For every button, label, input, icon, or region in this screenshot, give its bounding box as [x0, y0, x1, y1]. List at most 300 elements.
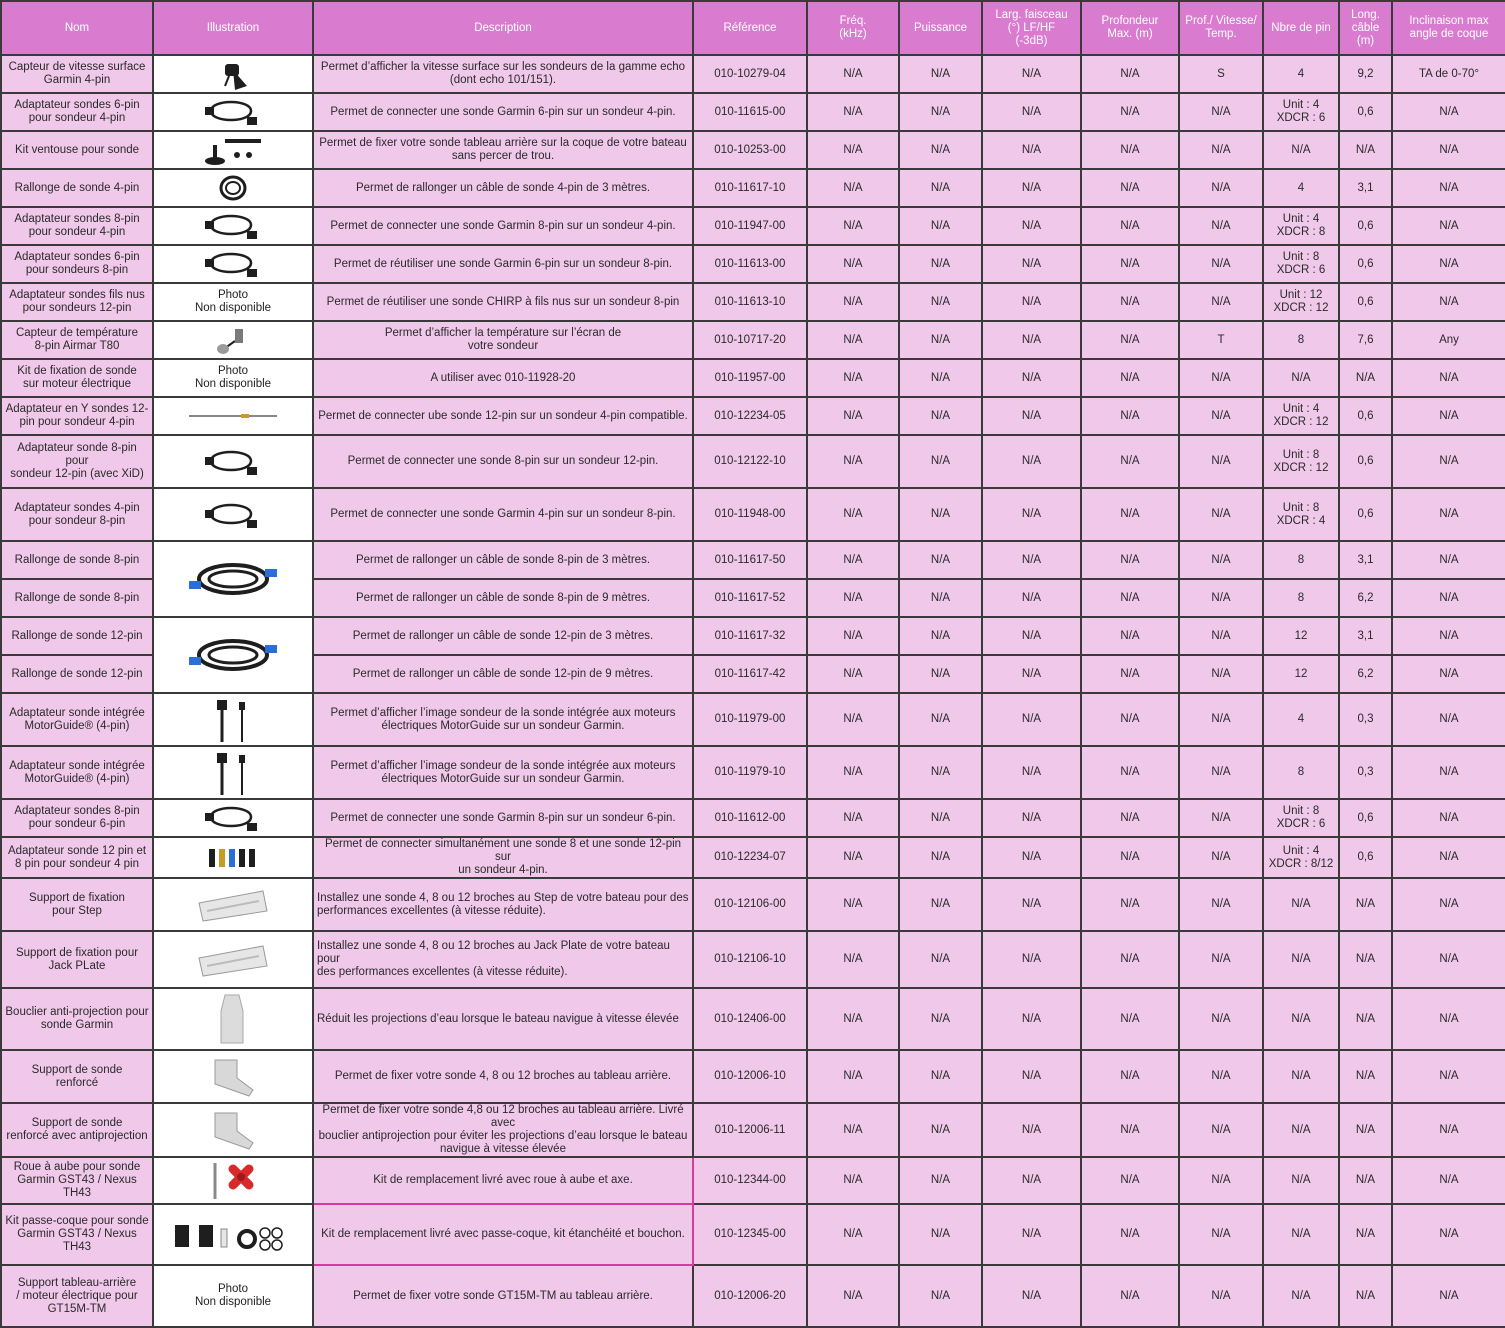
col-header-freq: Fréq. (kHz)	[807, 1, 899, 55]
cell-pvt: N/A	[1179, 435, 1263, 488]
cell-inclinaison: N/A	[1392, 131, 1505, 169]
cell-inclinaison: N/A	[1392, 359, 1505, 397]
cell-nom: Kit de fixation de sonde sur moteur électrique	[1, 359, 153, 397]
cell-pins: N/A	[1263, 878, 1339, 931]
cell-reference: 010-12106-10	[693, 931, 807, 988]
cell-puissance: N/A	[899, 55, 982, 93]
cell-profondeur: N/A	[1081, 245, 1179, 283]
cell-cable: 9,2	[1339, 55, 1392, 93]
cell-illustration	[153, 1103, 313, 1157]
cell-cable: N/A	[1339, 988, 1392, 1050]
cell-faisceau: N/A	[982, 207, 1081, 245]
cable-loop-icon	[157, 498, 309, 532]
cell-faisceau: N/A	[982, 746, 1081, 799]
cell-freq: N/A	[807, 988, 899, 1050]
cell-description: Permet de rallonger un câble de sonde 8-pin de 3 mètres.	[313, 541, 693, 579]
cell-cable: N/A	[1339, 1204, 1392, 1265]
cell-pvt: S	[1179, 55, 1263, 93]
cell-puissance: N/A	[899, 617, 982, 655]
cell-faisceau: N/A	[982, 1265, 1081, 1327]
cell-description: Permet de rallonger un câble de sonde 12-pin de 3 mètres.	[313, 617, 693, 655]
cell-profondeur: N/A	[1081, 693, 1179, 746]
cell-description: Permet de rallonger un câble de sonde 12-pin de 9 mètres.	[313, 655, 693, 693]
table-row	[1, 617, 1505, 655]
cell-description: Kit de remplacement livré avec passe-coque, kit étanchéité et bouchon.	[313, 1204, 693, 1265]
cell-faisceau: N/A	[982, 693, 1081, 746]
cable-loop-icon	[157, 445, 309, 479]
cell-description: Permet de rallonger un câble de sonde 8-pin de 9 mètres.	[313, 579, 693, 617]
cell-freq: N/A	[807, 207, 899, 245]
cell-profondeur: N/A	[1081, 131, 1179, 169]
cell-cable: 3,1	[1339, 617, 1392, 655]
cell-pvt: N/A	[1179, 245, 1263, 283]
cell-profondeur: N/A	[1081, 799, 1179, 837]
cell-cable: 6,2	[1339, 579, 1392, 617]
cell-description: Permet d’afficher l’image sondeur de la sonde intégrée aux moteurs électriques MotorGuide sur un sondeur Garmin.	[313, 693, 693, 746]
table-row	[1, 1050, 1505, 1103]
cell-inclinaison: N/A	[1392, 397, 1505, 435]
cell-illustration: Photo Non disponible	[153, 359, 313, 397]
cell-pvt: N/A	[1179, 93, 1263, 131]
cell-illustration	[153, 207, 313, 245]
col-header-nom: Nom	[1, 1, 153, 55]
cell-nom: Adaptateur sonde 8-pin pour sondeur 12-pin (avec XiD)	[1, 435, 153, 488]
cell-puissance: N/A	[899, 1157, 982, 1204]
cell-cable: 3,1	[1339, 541, 1392, 579]
cell-freq: N/A	[807, 746, 899, 799]
cell-description: Kit de remplacement livré avec roue à aube et axe.	[313, 1157, 693, 1204]
cell-profondeur: N/A	[1081, 397, 1179, 435]
cell-illustration	[153, 488, 313, 541]
cell-profondeur: N/A	[1081, 435, 1179, 488]
cell-pvt: N/A	[1179, 1204, 1263, 1265]
cell-pvt: N/A	[1179, 988, 1263, 1050]
cell-pvt: N/A	[1179, 131, 1263, 169]
cable-loop-icon	[157, 95, 309, 129]
cell-nom: Adaptateur sondes 8-pin pour sondeur 6-pin	[1, 799, 153, 837]
cell-description: Installez une sonde 4, 8 ou 12 broches au Jack Plate de votre bateau pour des performances excellentes (à vitesse réduite).	[313, 931, 693, 988]
cell-faisceau: N/A	[982, 1103, 1081, 1157]
cell-reference: 010-12006-11	[693, 1103, 807, 1157]
cell-pvt: N/A	[1179, 207, 1263, 245]
table-row	[1, 931, 1505, 988]
cell-pins: Unit : 8 XDCR : 12	[1263, 435, 1339, 488]
cable-loop-icon	[157, 247, 309, 281]
cell-pins: N/A	[1263, 1204, 1339, 1265]
cell-cable: 0,6	[1339, 837, 1392, 878]
cell-reference: 010-11613-00	[693, 245, 807, 283]
cell-cable: N/A	[1339, 878, 1392, 931]
cell-puissance: N/A	[899, 579, 982, 617]
cell-pins: Unit : 8 XDCR : 4	[1263, 488, 1339, 541]
cell-freq: N/A	[807, 245, 899, 283]
cell-reference: 010-11617-50	[693, 541, 807, 579]
cell-cable: 6,2	[1339, 655, 1392, 693]
cell-nom: Support tableau-arrière / moteur électrique pour GT15M-TM	[1, 1265, 153, 1327]
cable-coil-icon	[157, 171, 309, 205]
cell-puissance: N/A	[899, 207, 982, 245]
cell-reference: 010-12344-00	[693, 1157, 807, 1204]
cell-puissance: N/A	[899, 93, 982, 131]
cell-inclinaison: N/A	[1392, 245, 1505, 283]
cell-inclinaison: Any	[1392, 321, 1505, 359]
col-header-pins: Nbre de pin	[1263, 1, 1339, 55]
cell-pins: N/A	[1263, 1265, 1339, 1327]
table-row	[1, 207, 1505, 245]
col-header-puissance: Puissance	[899, 1, 982, 55]
cell-inclinaison: N/A	[1392, 693, 1505, 746]
cell-inclinaison: N/A	[1392, 746, 1505, 799]
table-row	[1, 245, 1505, 283]
cell-nom: Support de sonde renforcé	[1, 1050, 153, 1103]
cell-inclinaison: N/A	[1392, 435, 1505, 488]
cell-reference: 010-11948-00	[693, 488, 807, 541]
cell-nom: Adaptateur sondes 6-pin pour sondeurs 8-pin	[1, 245, 153, 283]
cell-inclinaison: N/A	[1392, 488, 1505, 541]
cell-description: Installez une sonde 4, 8 ou 12 broches au Step de votre bateau pour des performances excellentes (à vitesse réduite).	[313, 878, 693, 931]
cell-freq: N/A	[807, 55, 899, 93]
cell-pvt: N/A	[1179, 931, 1263, 988]
table-row	[1, 799, 1505, 837]
thru-hull-kit-icon	[157, 1215, 309, 1255]
cell-freq: N/A	[807, 1103, 899, 1157]
cell-faisceau: N/A	[982, 131, 1081, 169]
cell-pvt: T	[1179, 321, 1263, 359]
cell-profondeur: N/A	[1081, 878, 1179, 931]
cell-inclinaison: N/A	[1392, 541, 1505, 579]
cell-faisceau: N/A	[982, 169, 1081, 207]
cell-profondeur: N/A	[1081, 837, 1179, 878]
cell-profondeur: N/A	[1081, 488, 1179, 541]
cell-puissance: N/A	[899, 321, 982, 359]
extension-cable-icon	[157, 627, 309, 683]
cell-freq: N/A	[807, 397, 899, 435]
cell-description: Réduit les projections d’eau lorsque le bateau navigue à vitesse élevée	[313, 988, 693, 1050]
cell-puissance: N/A	[899, 359, 982, 397]
cell-pins: 8	[1263, 746, 1339, 799]
cell-profondeur: N/A	[1081, 283, 1179, 321]
cell-pins: 12	[1263, 617, 1339, 655]
cell-puissance: N/A	[899, 1204, 982, 1265]
cell-cable: 0,6	[1339, 283, 1392, 321]
cell-puissance: N/A	[899, 169, 982, 207]
cell-profondeur: N/A	[1081, 93, 1179, 131]
cell-reference: 010-12406-00	[693, 988, 807, 1050]
cell-profondeur: N/A	[1081, 1265, 1179, 1327]
cell-faisceau: N/A	[982, 655, 1081, 693]
cell-illustration	[153, 321, 313, 359]
cell-puissance: N/A	[899, 1265, 982, 1327]
cell-cable: N/A	[1339, 1265, 1392, 1327]
cell-reference: 010-11617-32	[693, 617, 807, 655]
cell-profondeur: N/A	[1081, 1157, 1179, 1204]
cell-profondeur: N/A	[1081, 988, 1179, 1050]
cell-inclinaison: N/A	[1392, 1050, 1505, 1103]
cell-faisceau: N/A	[982, 1204, 1081, 1265]
cell-illustration	[153, 1050, 313, 1103]
col-header-profondeur: Profondeur Max. (m)	[1081, 1, 1179, 55]
cell-reference: 010-11612-00	[693, 799, 807, 837]
cell-cable: 0,3	[1339, 746, 1392, 799]
bracket-icon	[157, 1054, 309, 1100]
cell-cable: 0,6	[1339, 207, 1392, 245]
cell-inclinaison: N/A	[1392, 1157, 1505, 1204]
cell-pvt: N/A	[1179, 1265, 1263, 1327]
cell-pvt: N/A	[1179, 359, 1263, 397]
cell-faisceau: N/A	[982, 617, 1081, 655]
cell-profondeur: N/A	[1081, 55, 1179, 93]
cell-nom: Support de fixation pour Step	[1, 878, 153, 931]
cell-pvt: N/A	[1179, 541, 1263, 579]
cell-nom: Kit ventouse pour sonde	[1, 131, 153, 169]
cell-pins: Unit : 8 XDCR : 6	[1263, 799, 1339, 837]
cell-puissance: N/A	[899, 799, 982, 837]
cell-faisceau: N/A	[982, 283, 1081, 321]
cell-cable: N/A	[1339, 1157, 1392, 1204]
cell-description: Permet d’afficher la vitesse surface sur les sondeurs de la gamme echo (dont echo 101/151).	[313, 55, 693, 93]
cell-freq: N/A	[807, 579, 899, 617]
col-header-description: Description	[313, 1, 693, 55]
bracket-icon	[157, 1107, 309, 1153]
cell-reference: 010-10717-20	[693, 321, 807, 359]
table-row	[1, 397, 1505, 435]
cell-puissance: N/A	[899, 541, 982, 579]
cell-profondeur: N/A	[1081, 1050, 1179, 1103]
cell-freq: N/A	[807, 131, 899, 169]
cell-reference: 010-11617-42	[693, 655, 807, 693]
cell-description: Permet de fixer votre sonde tableau arrière sur la coque de votre bateau sans percer de trou.	[313, 131, 693, 169]
cell-reference: 010-11979-10	[693, 746, 807, 799]
cell-illustration: Photo Non disponible	[153, 1265, 313, 1327]
plug-pair-icon	[157, 696, 309, 744]
cell-description: Permet de fixer votre sonde 4,8 ou 12 broches au tableau arrière. Livré avec bouclier antiprojection pour éviter les projections d’eau lorsque le bateau navigue à vitesse élevée	[313, 1103, 693, 1157]
cell-nom: Adaptateur sonde 12 pin et 8 pin pour sondeur 4 pin	[1, 837, 153, 878]
cell-description: Permet de connecter une sonde 8-pin sur un sondeur 12-pin.	[313, 435, 693, 488]
cell-reference: 010-10279-04	[693, 55, 807, 93]
cell-faisceau: N/A	[982, 931, 1081, 988]
cell-pins: 4	[1263, 169, 1339, 207]
cell-faisceau: N/A	[982, 321, 1081, 359]
cell-description: Permet d’afficher la température sur l’écran de votre sondeur	[313, 321, 693, 359]
cell-reference: 010-12234-07	[693, 837, 807, 878]
cell-freq: N/A	[807, 169, 899, 207]
cell-pins: N/A	[1263, 359, 1339, 397]
cell-puissance: N/A	[899, 1050, 982, 1103]
cell-cable: N/A	[1339, 1050, 1392, 1103]
cell-freq: N/A	[807, 321, 899, 359]
cell-cable: 0,6	[1339, 435, 1392, 488]
cell-puissance: N/A	[899, 988, 982, 1050]
cell-description: Permet de rallonger un câble de sonde 4-pin de 3 mètres.	[313, 169, 693, 207]
cell-faisceau: N/A	[982, 837, 1081, 878]
cell-illustration	[153, 169, 313, 207]
cell-inclinaison: N/A	[1392, 169, 1505, 207]
cell-faisceau: N/A	[982, 55, 1081, 93]
cell-puissance: N/A	[899, 283, 982, 321]
cell-puissance: N/A	[899, 1103, 982, 1157]
cell-pvt: N/A	[1179, 397, 1263, 435]
cell-pins: 4	[1263, 55, 1339, 93]
cell-description: Permet de connecter une sonde Garmin 8-pin sur un sondeur 6-pin.	[313, 799, 693, 837]
cell-inclinaison: N/A	[1392, 799, 1505, 837]
cell-reference: 010-11947-00	[693, 207, 807, 245]
table-row	[1, 283, 1505, 321]
paddle-wheel-icon	[157, 1159, 309, 1203]
speed-sensor-icon	[157, 56, 309, 92]
table-row	[1, 1157, 1505, 1204]
table-row	[1, 988, 1505, 1050]
cell-profondeur: N/A	[1081, 321, 1179, 359]
cell-nom: Rallonge de sonde 12-pin	[1, 655, 153, 693]
cell-pins: Unit : 4 XDCR : 6	[1263, 93, 1339, 131]
cell-description: Permet de réutiliser une sonde Garmin 6-pin sur un sondeur 8-pin.	[313, 245, 693, 283]
cell-description: Permet de fixer votre sonde 4, 8 ou 12 broches au tableau arrière.	[313, 1050, 693, 1103]
cell-nom: Adaptateur sondes 4-pin pour sondeur 8-pin	[1, 488, 153, 541]
cell-profondeur: N/A	[1081, 746, 1179, 799]
cell-freq: N/A	[807, 488, 899, 541]
cell-pvt: N/A	[1179, 488, 1263, 541]
cell-inclinaison: N/A	[1392, 1265, 1505, 1327]
temp-sensor-icon	[157, 323, 309, 357]
cell-illustration	[153, 397, 313, 435]
cell-inclinaison: N/A	[1392, 93, 1505, 131]
cell-profondeur: N/A	[1081, 207, 1179, 245]
cell-illustration	[153, 988, 313, 1050]
cell-puissance: N/A	[899, 131, 982, 169]
cell-reference: 010-10253-00	[693, 131, 807, 169]
cell-inclinaison: N/A	[1392, 988, 1505, 1050]
cell-inclinaison: N/A	[1392, 931, 1505, 988]
cell-reference: 010-12006-20	[693, 1265, 807, 1327]
cell-faisceau: N/A	[982, 1157, 1081, 1204]
cell-puissance: N/A	[899, 693, 982, 746]
cell-pins: N/A	[1263, 131, 1339, 169]
cell-pins: Unit : 8 XDCR : 6	[1263, 245, 1339, 283]
cell-freq: N/A	[807, 283, 899, 321]
cell-illustration	[153, 435, 313, 488]
extension-cable-icon	[157, 551, 309, 607]
cell-illustration	[153, 93, 313, 131]
cell-pvt: N/A	[1179, 1050, 1263, 1103]
cell-description: Permet de fixer votre sonde GT15M-TM au tableau arrière.	[313, 1265, 693, 1327]
cell-cable: 7,6	[1339, 321, 1392, 359]
table-row	[1, 131, 1505, 169]
cell-freq: N/A	[807, 541, 899, 579]
cell-profondeur: N/A	[1081, 579, 1179, 617]
cell-reference: 010-12006-10	[693, 1050, 807, 1103]
cell-freq: N/A	[807, 693, 899, 746]
cell-cable: N/A	[1339, 1103, 1392, 1157]
cell-faisceau: N/A	[982, 579, 1081, 617]
cell-faisceau: N/A	[982, 799, 1081, 837]
table-row	[1, 435, 1505, 488]
cell-puissance: N/A	[899, 245, 982, 283]
cell-profondeur: N/A	[1081, 1204, 1179, 1265]
cell-pins: 8	[1263, 541, 1339, 579]
cell-nom: Roue à aube pour sonde Garmin GST43 / Nexus TH43	[1, 1157, 153, 1204]
cell-pins: 8	[1263, 579, 1339, 617]
cell-puissance: N/A	[899, 837, 982, 878]
cell-illustration	[153, 837, 313, 878]
cell-cable: 0,3	[1339, 693, 1392, 746]
cell-freq: N/A	[807, 1157, 899, 1204]
cell-inclinaison: N/A	[1392, 655, 1505, 693]
table-row	[1, 1103, 1505, 1157]
cell-description: Permet de connecter une sonde Garmin 6-pin sur un sondeur 4-pin.	[313, 93, 693, 131]
cell-description: Permet de réutiliser une sonde CHIRP à fils nus sur un sondeur 8-pin	[313, 283, 693, 321]
cell-faisceau: N/A	[982, 878, 1081, 931]
cell-cable: 0,6	[1339, 245, 1392, 283]
cell-pins: N/A	[1263, 988, 1339, 1050]
cell-illustration	[153, 799, 313, 837]
cell-cable: 0,6	[1339, 397, 1392, 435]
cell-reference: 010-11979-00	[693, 693, 807, 746]
cell-pvt: N/A	[1179, 693, 1263, 746]
table-row	[1, 55, 1505, 93]
cell-description: Permet de connecter simultanément une sonde 8 et une sonde 12-pin sur un sondeur 4-pin.	[313, 837, 693, 878]
cell-pins: Unit : 4 XDCR : 12	[1263, 397, 1339, 435]
cell-nom: Capteur de température 8-pin Airmar T80	[1, 321, 153, 359]
cell-profondeur: N/A	[1081, 655, 1179, 693]
cell-pins: N/A	[1263, 1157, 1339, 1204]
cell-pvt: N/A	[1179, 655, 1263, 693]
cell-pins: N/A	[1263, 1103, 1339, 1157]
cell-freq: N/A	[807, 837, 899, 878]
cell-cable: 0,6	[1339, 93, 1392, 131]
cell-nom: Adaptateur sondes fils nus pour sondeurs 12-pin	[1, 283, 153, 321]
y-cable-icon	[157, 404, 309, 428]
cell-faisceau: N/A	[982, 245, 1081, 283]
cell-puissance: N/A	[899, 397, 982, 435]
cell-faisceau: N/A	[982, 988, 1081, 1050]
cell-profondeur: N/A	[1081, 931, 1179, 988]
cell-freq: N/A	[807, 1204, 899, 1265]
cell-puissance: N/A	[899, 878, 982, 931]
table-row	[1, 746, 1505, 799]
cell-profondeur: N/A	[1081, 617, 1179, 655]
col-header-reference: Référence	[693, 1, 807, 55]
cell-puissance: N/A	[899, 655, 982, 693]
cell-description: Permet de connecter ube sonde 12-pin sur un sondeur 4-pin compatible.	[313, 397, 693, 435]
cell-freq: N/A	[807, 1050, 899, 1103]
cell-pvt: N/A	[1179, 617, 1263, 655]
cell-nom: Rallonge de sonde 12-pin	[1, 617, 153, 655]
table-row	[1, 169, 1505, 207]
table-row	[1, 488, 1505, 541]
cell-pins: 4	[1263, 693, 1339, 746]
cell-freq: N/A	[807, 878, 899, 931]
cell-profondeur: N/A	[1081, 359, 1179, 397]
cell-nom: Adaptateur en Y sondes 12- pin pour sondeur 4-pin	[1, 397, 153, 435]
cell-illustration	[153, 746, 313, 799]
cell-cable: N/A	[1339, 931, 1392, 988]
cell-pvt: N/A	[1179, 579, 1263, 617]
cell-puissance: N/A	[899, 435, 982, 488]
cell-cable: N/A	[1339, 131, 1392, 169]
cell-freq: N/A	[807, 655, 899, 693]
cell-reference: 010-12106-00	[693, 878, 807, 931]
cell-freq: N/A	[807, 93, 899, 131]
cell-inclinaison: N/A	[1392, 1103, 1505, 1157]
cell-faisceau: N/A	[982, 397, 1081, 435]
cell-nom: Kit passe-coque pour sonde Garmin GST43 / Nexus TH43	[1, 1204, 153, 1265]
table-row	[1, 93, 1505, 131]
cell-reference: 010-12122-10	[693, 435, 807, 488]
table-row	[1, 359, 1505, 397]
cell-illustration: Photo Non disponible	[153, 283, 313, 321]
table-row	[1, 321, 1505, 359]
plate-icon	[157, 938, 309, 982]
